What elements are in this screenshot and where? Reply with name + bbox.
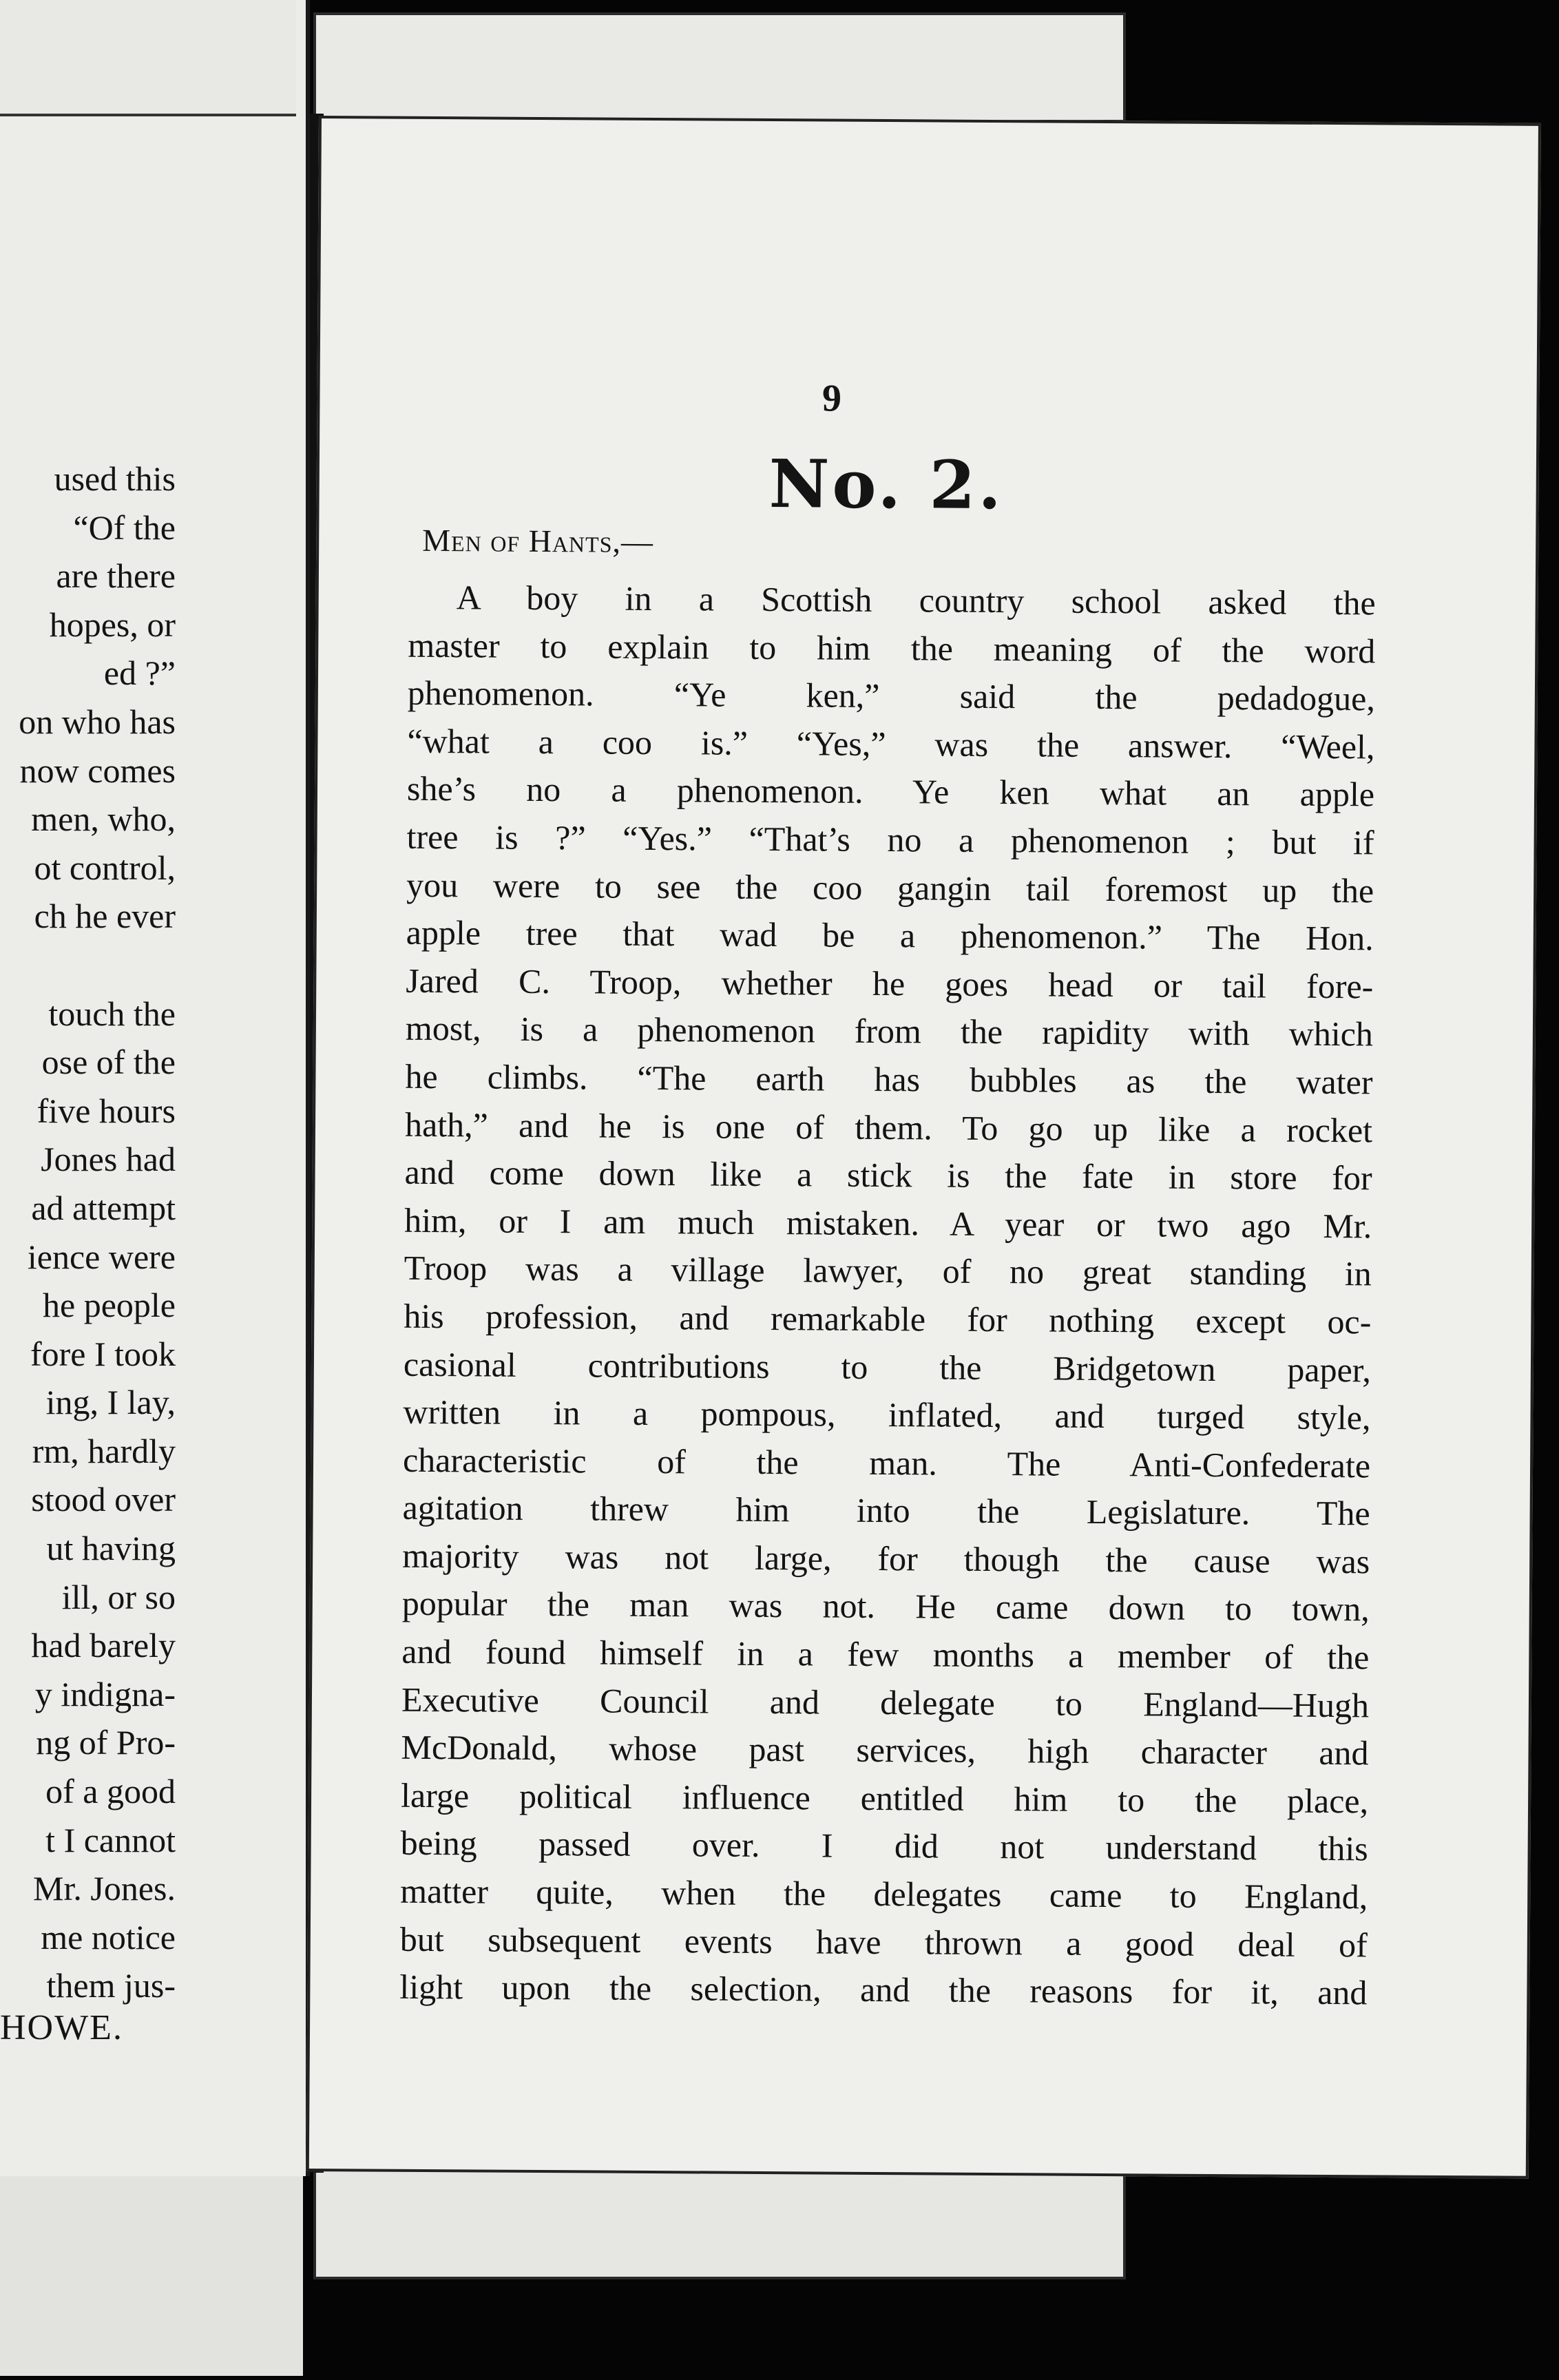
left-facing-page [0,0,310,2176]
sheet-edge-top [313,12,1126,123]
left-page-line: men, who, [31,800,176,839]
body-line: master to explain to him the meaning of the word [408,625,1376,670]
salutation: Men of Hants,— [422,522,654,559]
body-line: she’s no a phenomenon. Ye ken what an apple [406,769,1375,814]
section-title: No. 2. [768,445,1005,525]
left-page-line: rm, hardly [32,1431,176,1470]
left-page-line: hopes, or [49,605,176,644]
body-line: and come down like a stick is the fate in store for [404,1152,1372,1198]
body-line: “what a coo is.” “Yes,” was the answer. “Weel, [407,721,1375,766]
left-page-line: stood over [31,1480,176,1519]
body-line: and found himself in a few months a member of the [401,1631,1370,1677]
body-line: phenomenon. “Ye ken,” said the pedadogue, [407,673,1376,718]
body-line: McDonald, whose past services, high character and [401,1728,1369,1773]
body-line: you were to see the coo gangin tail foremost up the [406,865,1374,910]
left-page-line: ose of the [41,1043,176,1082]
body-line: hath,” and he is one of them. To go up like a rocket [404,1105,1373,1149]
body-line: characteristic of the man. The Anti-Confederate [402,1440,1371,1485]
left-page-text [0,455,176,2010]
body-line: agitation threw him into the Legislature. The [402,1488,1370,1533]
left-page-line: Mr. Jones. [33,1869,176,1908]
sheet-edge-bottom [313,2162,1126,2279]
left-page-line: ad attempt [31,1188,176,1227]
left-page-line: t I cannot [45,1820,176,1859]
body-line: written in a pompous, inflated, and turged style, [403,1392,1371,1437]
left-page-line: “Of the [73,508,176,547]
body-line: most, is a phenomenon from the rapidity with which [405,1009,1374,1054]
left-page-line: ot control, [34,848,176,887]
left-page-line [0,941,176,990]
body-text [399,574,1376,2017]
body-line: light upon the selection, and the reasons for it, and [399,1967,1368,2012]
left-page-signature: HOWE. [0,2008,123,2047]
body-line: popular the man was not. He came down to town, [401,1584,1370,1629]
body-line: casional contributions to the Bridgetown paper, [403,1344,1372,1389]
left-page-line: five hours [36,1091,176,1130]
body-line: tree is ?” “Yes.” “That’s no a phenomenon ; but if [406,817,1374,862]
left-page-line: ing, I lay, [45,1383,176,1422]
left-page-line: used this [54,459,176,498]
body-line: majority was not large, for though the cause was [402,1536,1370,1581]
left-page-line: fore I took [30,1334,176,1373]
body-line: being passed over. I did not understand this [400,1824,1368,1868]
page-number: 9 [822,377,842,420]
body-line: he climbs. “The earth has bubbles as the water [405,1056,1373,1102]
body-line: him, or I am much mistaken. A year or two ago Mr. [404,1200,1372,1246]
left-page-line: y indigna- [34,1674,176,1713]
left-page-line: on who has [19,702,176,741]
left-page-line: ed ?” [103,654,176,693]
left-page-line: are there [56,556,176,596]
body-line: A boy in a Scottish country school asked the [456,578,1376,623]
body-line: but subsequent events have thrown a good deal of [399,1919,1368,1964]
left-page-line: of a good [45,1772,176,1811]
left-page-top-edge [0,0,296,116]
left-page-line: he people [43,1286,176,1325]
body-line: Executive Council and delegate to England—Hugh [401,1680,1370,1725]
left-page-line: them jus- [46,1966,176,2005]
left-page-line: ut having [46,1529,176,1568]
left-page-line: ch he ever [34,897,176,936]
body-line: Jared C. Troop, whether he goes head or tail fore- [406,961,1374,1006]
body-line: Troop was a village lawyer, of no great standing in [404,1249,1372,1293]
body-line: his profession, and remarkable for nothing except oc- [404,1296,1372,1342]
left-page-line: now comes [19,751,176,790]
left-page-line: ience were [27,1237,176,1276]
left-page-line: ill, or so [61,1577,176,1616]
left-page-line: touch the [48,994,176,1033]
left-page-line: me notice [41,1917,176,1956]
lower-sheet-edge-left [0,2162,303,2376]
body-line: matter quite, when the delegates came to England, [400,1871,1368,1917]
left-page-line: had barely [31,1626,176,1665]
body-line: large political influence entitled him to the place, [400,1775,1369,1821]
left-page-line: ng of Pro- [36,1723,176,1762]
left-page-line: Jones had [41,1140,176,1179]
body-line: apple tree that wad be a phenomenon.” The Hon. [406,912,1374,958]
main-page [306,116,1541,2179]
